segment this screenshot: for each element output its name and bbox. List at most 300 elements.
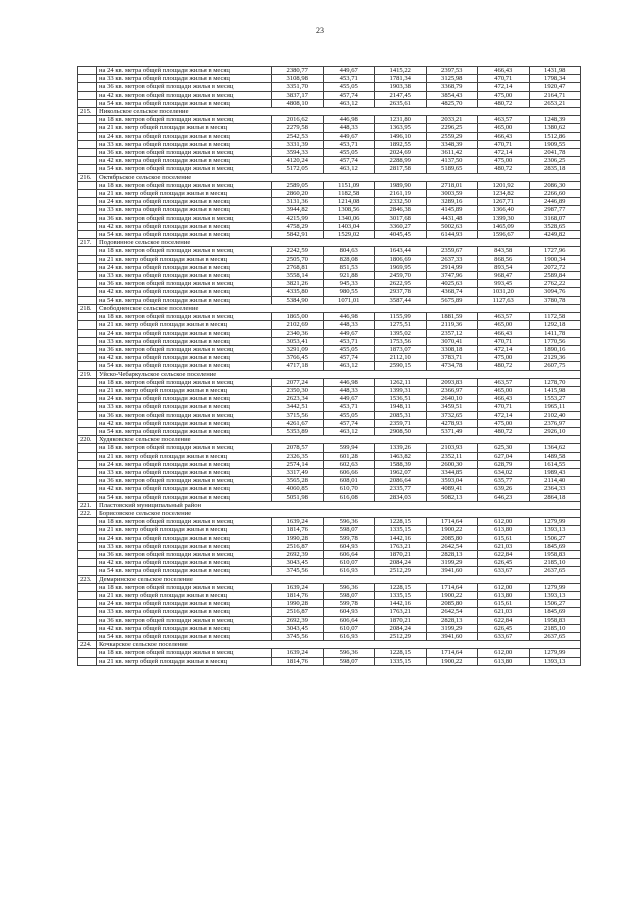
value-cell-6: 1989,43 (529, 468, 581, 476)
value-cell-2: 604,93 (323, 542, 375, 550)
value-cell-6: 1845,69 (529, 608, 581, 616)
value-cell-5: 621,03 (478, 608, 530, 616)
value-cell-2: 851,53 (323, 263, 375, 271)
table-row (78, 67, 581, 75)
value-cell-3: 1442,16 (375, 534, 427, 542)
row-number-cell (78, 452, 97, 460)
value-cell-1: 2692,39 (272, 616, 324, 624)
value-cell-6: 2266,60 (529, 190, 581, 198)
value-cell-6: 2589,84 (529, 272, 581, 280)
row-number-cell (78, 116, 97, 124)
value-cell-5: 893,54 (478, 263, 530, 271)
area-description: на 18 кв. метров общей площади жилья в месяц (97, 116, 272, 124)
value-cell-5: 1399,30 (478, 214, 530, 222)
value-cell-4: 1714,64 (426, 649, 478, 657)
value-cell-3: 1395,02 (375, 329, 427, 337)
area-description: на 42 кв. метров общей площади жилья в месяц (97, 91, 272, 99)
value-cell-1: 4335,80 (272, 288, 324, 296)
value-cell-2: 599,78 (323, 600, 375, 608)
area-description: на 33 кв. метра общей площади жилья в месяц (97, 75, 272, 83)
table-row (78, 280, 581, 288)
value-cell-1: 4215,99 (272, 214, 324, 222)
table-body (78, 67, 581, 666)
table-row (78, 263, 581, 271)
value-cell-3: 1228,15 (375, 649, 427, 657)
area-description: на 36 кв. метров общей площади жилья в месяц (97, 411, 272, 419)
row-number-cell (78, 592, 97, 600)
row-number-cell (78, 91, 97, 99)
row-number-cell (78, 222, 97, 230)
section-number: 217. (78, 239, 97, 247)
area-description: на 24 кв. метра общей площади жилья в месяц (97, 67, 272, 75)
value-cell-4: 3593,04 (426, 477, 478, 485)
value-cell-2: 463,12 (323, 362, 375, 370)
value-cell-4: 1900,22 (426, 657, 478, 665)
value-cell-2: 448,33 (323, 321, 375, 329)
value-cell-3: 1415,22 (375, 67, 427, 75)
value-cell-2: 945,33 (323, 280, 375, 288)
table-row (78, 214, 581, 222)
table-row (78, 403, 581, 411)
value-cell-2: 457,74 (323, 419, 375, 427)
value-cell-5: 480,72 (478, 427, 530, 435)
area-description: на 21 кв. метр общей площади жилья в месяц (97, 321, 272, 329)
row-number-cell (78, 345, 97, 353)
value-cell-1: 5172,05 (272, 165, 324, 173)
value-cell-3: 2590,15 (375, 362, 427, 370)
area-description: на 18 кв. метров общей площади жилья в месяц (97, 518, 272, 526)
area-description: на 18 кв. метров общей площади жилья в месяц (97, 313, 272, 321)
section-number: 224. (78, 641, 97, 649)
table-row (78, 583, 581, 591)
value-cell-3: 2112,10 (375, 354, 427, 362)
area-description: на 18 кв. метров общей площади жилья в месяц (97, 444, 272, 452)
value-cell-5: 1267,71 (478, 198, 530, 206)
value-cell-6: 1411,78 (529, 329, 581, 337)
row-number-cell (78, 124, 97, 132)
table-row (78, 395, 581, 403)
value-cell-3: 2512,29 (375, 567, 427, 575)
value-cell-4: 3854,43 (426, 91, 478, 99)
value-cell-6: 1415,98 (529, 386, 581, 394)
value-cell-1: 2016,62 (272, 116, 324, 124)
area-description: на 54 кв. метра общей площади жилья в месяц (97, 231, 272, 239)
value-cell-4: 3344,85 (426, 468, 478, 476)
area-description: на 24 кв. метра общей площади жилья в месяц (97, 132, 272, 140)
value-cell-2: 606,64 (323, 616, 375, 624)
row-number-cell (78, 255, 97, 263)
value-cell-5: 1127,63 (478, 296, 530, 304)
value-cell-1: 4060,85 (272, 485, 324, 493)
table-row (78, 362, 581, 370)
value-cell-1: 3442,51 (272, 403, 324, 411)
value-cell-5: 646,23 (478, 493, 530, 501)
value-cell-4: 2119,36 (426, 321, 478, 329)
value-cell-6: 2114,40 (529, 477, 581, 485)
value-cell-1: 3291,09 (272, 345, 324, 353)
area-description: на 33 кв. метра общей площади жилья в месяц (97, 140, 272, 148)
value-cell-5: 625,30 (478, 444, 530, 452)
value-cell-3: 1339,26 (375, 444, 427, 452)
value-cell-6: 2446,89 (529, 198, 581, 206)
value-cell-3: 1363,95 (375, 124, 427, 132)
table-row (78, 460, 581, 468)
value-cell-4: 1900,22 (426, 526, 478, 534)
value-cell-3: 1588,39 (375, 460, 427, 468)
row-number-cell (78, 321, 97, 329)
row-number-cell (78, 559, 97, 567)
table-row (78, 255, 581, 263)
area-description: на 21 кв. метр общей площади жилья в месяц (97, 592, 272, 600)
row-number-cell (78, 460, 97, 468)
value-cell-2: 828,08 (323, 255, 375, 263)
table-row (78, 198, 581, 206)
value-cell-1: 4808,10 (272, 99, 324, 107)
value-cell-4: 5675,89 (426, 296, 478, 304)
table-row (78, 419, 581, 427)
section-title: Демаринское сельское поселение (97, 575, 581, 583)
value-cell-4: 2397,53 (426, 67, 478, 75)
value-cell-1: 3131,36 (272, 198, 324, 206)
value-cell-6: 2185,10 (529, 559, 581, 567)
row-number-cell (78, 534, 97, 542)
value-cell-6: 1278,70 (529, 378, 581, 386)
row-number-cell (78, 633, 97, 641)
row-number-cell (78, 206, 97, 214)
row-number-cell (78, 149, 97, 157)
value-cell-5: 472,14 (478, 345, 530, 353)
table-row (78, 649, 581, 657)
value-cell-6: 3528,65 (529, 222, 581, 230)
value-cell-2: 455,05 (323, 83, 375, 91)
row-number-cell (78, 99, 97, 107)
value-cell-2: 453,71 (323, 337, 375, 345)
value-cell-4: 3459,51 (426, 403, 478, 411)
value-cell-2: 457,74 (323, 157, 375, 165)
value-cell-5: 470,71 (478, 337, 530, 345)
table-row (78, 321, 581, 329)
value-cell-3: 1969,95 (375, 263, 427, 271)
area-description: на 42 кв. метра общей площади жилья в месяц (97, 222, 272, 230)
tariff-table (77, 66, 581, 666)
section-number: 220. (78, 436, 97, 444)
value-cell-5: 633,67 (478, 633, 530, 641)
value-cell-2: 606,66 (323, 468, 375, 476)
value-cell-2: 463,12 (323, 427, 375, 435)
table-row (78, 485, 581, 493)
table-row (78, 657, 581, 665)
value-cell-3: 1781,34 (375, 75, 427, 83)
row-number-cell (78, 190, 97, 198)
value-cell-3: 2084,24 (375, 559, 427, 567)
value-cell-6: 1770,56 (529, 337, 581, 345)
section-title: Борисовское сельское поселение (97, 509, 581, 517)
value-cell-5: 480,72 (478, 362, 530, 370)
area-description: на 54 кв. метра общей площади жилья в месяц (97, 99, 272, 107)
table-row (78, 91, 581, 99)
value-cell-5: 466,43 (478, 132, 530, 140)
value-cell-1: 5842,91 (272, 231, 324, 239)
value-cell-1: 2574,14 (272, 460, 324, 468)
value-cell-3: 1228,15 (375, 583, 427, 591)
table-row (78, 247, 581, 255)
value-cell-5: 1031,20 (478, 288, 530, 296)
value-cell-2: 616,93 (323, 567, 375, 575)
section-row (78, 575, 581, 583)
value-cell-1: 2505,70 (272, 255, 324, 263)
value-cell-1: 2589,05 (272, 181, 324, 189)
value-cell-6: 1279,99 (529, 583, 581, 591)
value-cell-4: 4278,93 (426, 419, 478, 427)
value-cell-5: 463,57 (478, 378, 530, 386)
value-cell-6: 1845,69 (529, 542, 581, 550)
value-cell-6: 1553,27 (529, 395, 581, 403)
value-cell-2: 448,33 (323, 386, 375, 394)
table-row (78, 329, 581, 337)
value-cell-2: 463,12 (323, 165, 375, 173)
table-row (78, 624, 581, 632)
value-cell-6: 1920,47 (529, 83, 581, 91)
row-number-cell (78, 419, 97, 427)
value-cell-3: 4045,45 (375, 231, 427, 239)
value-cell-2: 598,07 (323, 657, 375, 665)
value-cell-5: 613,80 (478, 592, 530, 600)
section-row (78, 304, 581, 312)
table-row (78, 231, 581, 239)
value-cell-3: 1962,07 (375, 468, 427, 476)
value-cell-4: 2828,13 (426, 616, 478, 624)
area-description: на 54 кв. метра общей площади жилья в месяц (97, 567, 272, 575)
value-cell-5: 615,61 (478, 534, 530, 542)
value-cell-4: 1714,64 (426, 583, 478, 591)
value-cell-6: 1172,58 (529, 313, 581, 321)
value-cell-2: 616,93 (323, 633, 375, 641)
table-row (78, 345, 581, 353)
value-cell-3: 2512,29 (375, 633, 427, 641)
value-cell-2: 1071,01 (323, 296, 375, 304)
section-number: 215. (78, 108, 97, 116)
value-cell-2: 608,01 (323, 477, 375, 485)
row-number-cell (78, 427, 97, 435)
area-description: на 42 кв. метра общей площади жилья в месяц (97, 485, 272, 493)
area-description: на 21 кв. метр общей площади жилья в месяц (97, 452, 272, 460)
area-description: на 36 кв. метров общей площади жилья в месяц (97, 345, 272, 353)
value-cell-1: 3043,45 (272, 624, 324, 632)
value-cell-5: 466,43 (478, 329, 530, 337)
value-cell-5: 1201,92 (478, 181, 530, 189)
value-cell-6: 2653,21 (529, 99, 581, 107)
value-cell-6: 1364,62 (529, 444, 581, 452)
value-cell-6: 1393,13 (529, 526, 581, 534)
area-description: на 54 кв. метра общей площади жилья в месяц (97, 296, 272, 304)
value-cell-2: 599,78 (323, 534, 375, 542)
area-description: на 42 кв. метра общей площади жилья в месяц (97, 624, 272, 632)
section-row (78, 370, 581, 378)
table-row (78, 190, 581, 198)
table-row (78, 427, 581, 435)
row-number-cell (78, 140, 97, 148)
value-cell-3: 1892,55 (375, 140, 427, 148)
row-number-cell (78, 411, 97, 419)
value-cell-5: 612,00 (478, 583, 530, 591)
value-cell-5: 470,71 (478, 75, 530, 83)
value-cell-4: 3125,98 (426, 75, 478, 83)
table-row (78, 132, 581, 140)
value-cell-3: 3587,44 (375, 296, 427, 304)
value-cell-1: 3317,49 (272, 468, 324, 476)
row-number-cell (78, 567, 97, 575)
value-cell-4: 4431,48 (426, 214, 478, 222)
value-cell-4: 3732,65 (426, 411, 478, 419)
area-description: на 54 кв. метра общей площади жилья в месяц (97, 633, 272, 641)
table-row (78, 272, 581, 280)
value-cell-3: 1399,31 (375, 386, 427, 394)
section-number: 219. (78, 370, 97, 378)
table-row (78, 75, 581, 83)
value-cell-5: 463,57 (478, 116, 530, 124)
value-cell-6: 2926,10 (529, 427, 581, 435)
value-cell-2: 453,71 (323, 403, 375, 411)
row-number-cell (78, 600, 97, 608)
value-cell-4: 2085,80 (426, 600, 478, 608)
value-cell-2: 599,94 (323, 444, 375, 452)
value-cell-2: 455,05 (323, 149, 375, 157)
value-cell-3: 1870,21 (375, 616, 427, 624)
area-description: на 36 кв. метров общей площади жилья в месяц (97, 477, 272, 485)
value-cell-6: 1431,98 (529, 67, 581, 75)
value-cell-5: 465,00 (478, 321, 530, 329)
value-cell-6: 1292,18 (529, 321, 581, 329)
area-description: на 42 кв. метра общей площади жилья в месяц (97, 419, 272, 427)
value-cell-4: 2642,54 (426, 542, 478, 550)
value-cell-3: 1873,07 (375, 345, 427, 353)
table-row (78, 608, 581, 616)
area-description: на 18 кв. метров общей площади жилья в месяц (97, 181, 272, 189)
value-cell-6: 1279,99 (529, 518, 581, 526)
value-cell-3: 1228,15 (375, 518, 427, 526)
value-cell-6: 1248,39 (529, 116, 581, 124)
value-cell-6: 2762,22 (529, 280, 581, 288)
section-row (78, 509, 581, 517)
value-cell-5: 622,84 (478, 550, 530, 558)
section-number: 216. (78, 173, 97, 181)
value-cell-6: 1958,83 (529, 550, 581, 558)
value-cell-6: 1506,27 (529, 534, 581, 542)
value-cell-1: 3745,56 (272, 633, 324, 641)
value-cell-4: 2033,21 (426, 116, 478, 124)
value-cell-3: 2359,71 (375, 419, 427, 427)
value-cell-4: 2559,29 (426, 132, 478, 140)
value-cell-4: 4089,41 (426, 485, 478, 493)
value-cell-4: 2085,80 (426, 534, 478, 542)
value-cell-1: 2623,34 (272, 395, 324, 403)
value-cell-3: 1275,51 (375, 321, 427, 329)
value-cell-1: 1814,76 (272, 526, 324, 534)
value-cell-5: 475,00 (478, 354, 530, 362)
area-description: на 21 кв. метр общей площади жилья в месяц (97, 190, 272, 198)
value-cell-3: 2085,31 (375, 411, 427, 419)
row-number-cell (78, 624, 97, 632)
section-number: 221. (78, 501, 97, 509)
area-description: на 36 кв. метров общей площади жилья в месяц (97, 550, 272, 558)
value-cell-1: 3715,56 (272, 411, 324, 419)
value-cell-1: 1639,24 (272, 583, 324, 591)
value-cell-2: 446,98 (323, 116, 375, 124)
value-cell-1: 3821,26 (272, 280, 324, 288)
value-cell-2: 457,74 (323, 354, 375, 362)
value-cell-1: 2860,20 (272, 190, 324, 198)
value-cell-4: 1714,64 (426, 518, 478, 526)
value-cell-1: 2242,59 (272, 247, 324, 255)
value-cell-2: 596,36 (323, 649, 375, 657)
value-cell-6: 2607,75 (529, 362, 581, 370)
value-cell-3: 2846,38 (375, 206, 427, 214)
row-number-cell (78, 378, 97, 386)
table-row (78, 542, 581, 550)
value-cell-6: 1489,58 (529, 452, 581, 460)
value-cell-5: 466,43 (478, 67, 530, 75)
row-number-cell (78, 386, 97, 394)
value-cell-3: 1442,16 (375, 600, 427, 608)
row-number-cell (78, 362, 97, 370)
value-cell-4: 3747,96 (426, 272, 478, 280)
value-cell-4: 2640,10 (426, 395, 478, 403)
section-title: Кочкарское сельское поселение (97, 641, 581, 649)
value-cell-5: 626,45 (478, 624, 530, 632)
value-cell-4: 2093,83 (426, 378, 478, 386)
value-cell-1: 1865,00 (272, 313, 324, 321)
value-cell-3: 1536,51 (375, 395, 427, 403)
value-cell-6: 3780,78 (529, 296, 581, 304)
row-number-cell (78, 657, 97, 665)
table-row (78, 493, 581, 501)
row-number-cell (78, 616, 97, 624)
value-cell-1: 3766,45 (272, 354, 324, 362)
table-row (78, 157, 581, 165)
table-row (78, 296, 581, 304)
value-cell-2: 921,88 (323, 272, 375, 280)
area-description: на 42 кв. метра общей площади жилья в месяц (97, 559, 272, 567)
table-row (78, 616, 581, 624)
value-cell-2: 446,98 (323, 313, 375, 321)
value-cell-2: 1182,58 (323, 190, 375, 198)
table-row (78, 337, 581, 345)
value-cell-3: 3017,68 (375, 214, 427, 222)
value-cell-4: 3199,29 (426, 559, 478, 567)
section-number: 222. (78, 509, 97, 517)
value-cell-3: 1989,90 (375, 181, 427, 189)
area-description: на 33 кв. метра общей площади жилья в месяц (97, 542, 272, 550)
area-description: на 24 кв. метра общей площади жилья в месяц (97, 395, 272, 403)
area-description: на 21 кв. метр общей площади жилья в месяц (97, 526, 272, 534)
row-number-cell (78, 231, 97, 239)
row-number-cell (78, 395, 97, 403)
value-cell-4: 5189,65 (426, 165, 478, 173)
value-cell-4: 2914,99 (426, 263, 478, 271)
value-cell-1: 5384,90 (272, 296, 324, 304)
table-row (78, 411, 581, 419)
value-cell-3: 2332,50 (375, 198, 427, 206)
section-row (78, 501, 581, 509)
value-cell-3: 1763,21 (375, 608, 427, 616)
page-number: 23 (316, 26, 324, 35)
value-cell-1: 2102,69 (272, 321, 324, 329)
value-cell-4: 2637,33 (426, 255, 478, 263)
area-description: на 42 кв. метра общей площади жилья в месяц (97, 157, 272, 165)
value-cell-1: 5353,89 (272, 427, 324, 435)
value-cell-3: 2024,69 (375, 149, 427, 157)
value-cell-1: 3108,98 (272, 75, 324, 83)
